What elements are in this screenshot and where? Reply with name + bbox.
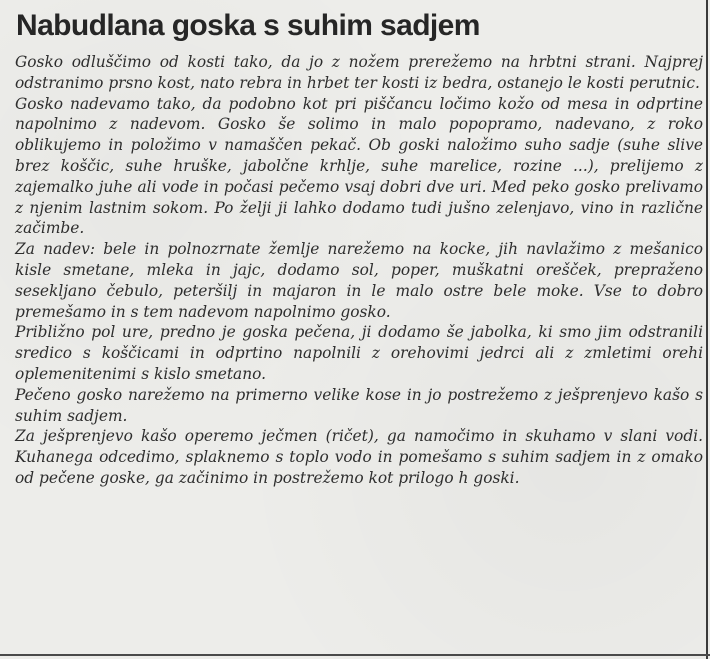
recipe-title: Nabudlana goska s suhim sadjem	[16, 9, 480, 42]
paragraph-deboning: Gosko odluščimo od kosti tako, da jo z nožem prerežemo na hrbtni strani. Najprej odstranimo prsno kost, nato rebra in hrbet ter kosti iz bedra, ostanejo le kosti perutnic.	[15, 53, 703, 92]
paragraph-barley-side: Za ješprenjevo kašo operemo ječmen (ričet), ga namočimo in skuhamo v slani vodi. Kuhanega odcedimo, splaknemo s toplo vodo in pomešamo s suhim sadjem in z omako od pečene goske, ga začinimo in postrežemo kot prilogo h goski.	[15, 427, 703, 487]
paragraph-serving: Pečeno gosko narežemo na primerno velike kose in jo postrežemo z ješprenjevo kašo s suhim sadjem.	[15, 385, 703, 425]
paragraph-filling: Za nadev: bele in polnozrnate žemlje narežemo na kocke, jih navlažimo z mešanico kisle smetane, mleka in jajc, dodamo sol, poper, muškatni orešček, prepraženo sesekljano čebulo, peteršilj in majaron in le malo ostre bele moke. Vse to dobro premešamo in s tem nadevom napolnimo gosko.	[15, 240, 703, 321]
recipe-body	[15, 52, 703, 489]
right-border-rule	[706, 0, 708, 659]
paragraph-apples: Približno pol ure, predno je goska pečena, ji dodamo še jabolka, ki smo jim odstranili sredico s koščicami in odprtino napolnili z orehovimi jedrci ali z zmletimi orehi oplemenitenimi s kislo smetano.	[15, 323, 703, 383]
bottom-border-rule	[0, 654, 710, 656]
paragraph-stuffing-and-roasting: Gosko nadevamo tako, da podobno kot pri piščancu ločimo kožo od mesa in odprtine napolnimo z nadevom. Gosko še solimo in malo popopramo, nadevano, z roko oblikujemo in položimo v namaščen pekač. Ob goski naložimo suho sadje (suhe slive brez koščic, suhe hruške, jabolčne krhlje, suhe marelice, rozine ...), prelijemo z zajemalko juhe ali vode in počasi pečemo vsaj dobri dve uri. Med peko gosko prelivamo z njenim lastnim sokom. Po želji ji lahko dodamo tudi jušno zelenjavo, vino in različne začimbe.	[15, 94, 703, 238]
